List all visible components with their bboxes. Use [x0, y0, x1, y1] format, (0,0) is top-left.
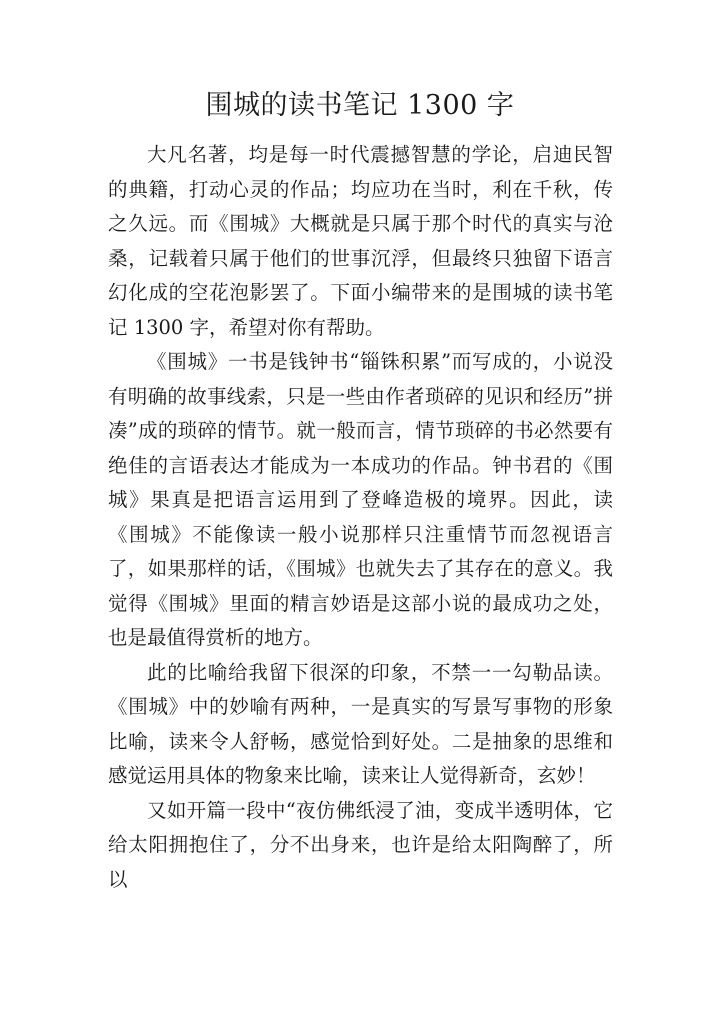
paragraph-intro: 大凡名著，均是每一时代震撼智慧的学论，启迪民智的典籍，打动心灵的作品；均应功在当时，利在千秋，传之久远。而《围城》大概就是只属于那个时代的真实与沧桑，记载着只属于他们的世事沉浮，但最终只独留下语言幻化成的空花泡影罢了。下面小编带来的是围城的读书笔记 1300 字，希望对你有帮助。 [108, 143, 613, 339]
paragraph-opening-example: 又如开篇一段中“夜仿佛纸浸了油，变成半透明体，它给太阳拥抱住了，分不出身来，也许是给太阳陶醉了，所以 [108, 798, 613, 891]
paragraph-book-overview: 《围城》一书是钱钟书“锱铢积累”而写成的，小说没有明确的故事线索，只是一些由作者琐碎的见识和经历”拼凑”成的琐碎的情节。就一般而言，情节琐碎的书必然要有绝佳的言语表达才能成为一本成功的作品。钟书君的《围城》果真是把语言运用到了登峰造极的境界。因此，读《围城》不能像读一般小说那样只注重情节而忽视语言了，如果那样的话，《围城》也就失去了其存在的意义。我觉得《围城》里面的精言妙语是这部小说的最成功之处，也是最值得赏析的地方。 [108, 350, 613, 649]
paragraph-metaphors: 此的比喻给我留下很深的印象，不禁一一勾勒品读。《围城》中的妙喻有两种，一是真实的写景写事物的形象比喻，读来令人舒畅，感觉恰到好处。二是抽象的思维和感觉运用具体的物象来比喻，读来让人觉得新奇，玄妙！ [108, 660, 613, 787]
page-title: 围城的读书笔记 1300 字 [205, 90, 515, 121]
document-body [108, 138, 613, 897]
